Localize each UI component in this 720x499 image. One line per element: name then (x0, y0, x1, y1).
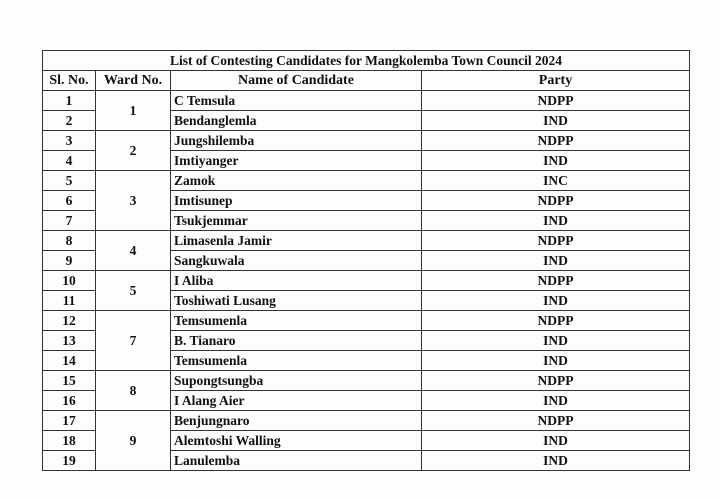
candidate-name-cell: I Alang Aier (171, 391, 422, 411)
table-row (43, 131, 690, 151)
candidate-name-cell: Toshiwati Lusang (171, 291, 422, 311)
serial-number-cell: 1 (43, 91, 96, 111)
candidate-name-cell: Temsumenla (171, 311, 422, 331)
serial-number-cell: 12 (43, 311, 96, 331)
candidate-name-cell: Lanulemba (171, 451, 422, 471)
table-row (43, 411, 690, 431)
ward-number-cell: 3 (96, 171, 171, 231)
table-row (43, 91, 690, 111)
header-name-of-candidate: Name of Candidate (171, 71, 422, 91)
candidate-name-cell: Tsukjemmar (171, 211, 422, 231)
party-cell: NDPP (422, 191, 690, 211)
ward-number-cell: 4 (96, 231, 171, 271)
serial-number-cell: 17 (43, 411, 96, 431)
party-cell: IND (422, 151, 690, 171)
header-party: Party (422, 71, 690, 91)
table-row (43, 311, 690, 331)
serial-number-cell: 6 (43, 191, 96, 211)
party-cell: NDPP (422, 131, 690, 151)
header-row (43, 71, 690, 91)
serial-number-cell: 3 (43, 131, 96, 151)
ward-number-cell: 8 (96, 371, 171, 411)
candidate-name-cell: Benjungnaro (171, 411, 422, 431)
candidate-name-cell: Limasenla Jamir (171, 231, 422, 251)
candidate-name-cell: B. Tianaro (171, 331, 422, 351)
party-cell: IND (422, 291, 690, 311)
candidate-name-cell: Zamok (171, 171, 422, 191)
party-cell: IND (422, 391, 690, 411)
party-cell: IND (422, 111, 690, 131)
table-body (43, 91, 690, 471)
serial-number-cell: 16 (43, 391, 96, 411)
table-row (43, 271, 690, 291)
header-ward-no: Ward No. (96, 71, 171, 91)
party-cell: IND (422, 451, 690, 471)
serial-number-cell: 5 (43, 171, 96, 191)
candidates-table (42, 50, 690, 471)
serial-number-cell: 10 (43, 271, 96, 291)
party-cell: NDPP (422, 271, 690, 291)
candidate-name-cell: I Aliba (171, 271, 422, 291)
serial-number-cell: 2 (43, 111, 96, 131)
serial-number-cell: 19 (43, 451, 96, 471)
serial-number-cell: 18 (43, 431, 96, 451)
party-cell: IND (422, 211, 690, 231)
party-cell: IND (422, 351, 690, 371)
candidate-name-cell: Alemtoshi Walling (171, 431, 422, 451)
candidate-name-cell: Temsumenla (171, 351, 422, 371)
party-cell: INC (422, 171, 690, 191)
ward-number-cell: 7 (96, 311, 171, 371)
table-title: List of Contesting Candidates for Mangkolemba Town Council 2024 (43, 51, 690, 71)
table-row (43, 371, 690, 391)
serial-number-cell: 8 (43, 231, 96, 251)
ward-number-cell: 2 (96, 131, 171, 171)
serial-number-cell: 15 (43, 371, 96, 391)
party-cell: NDPP (422, 311, 690, 331)
title-row (43, 51, 690, 71)
candidate-name-cell: Sangkuwala (171, 251, 422, 271)
candidate-name-cell: Supongtsungba (171, 371, 422, 391)
table-row (43, 171, 690, 191)
ward-number-cell: 5 (96, 271, 171, 311)
party-cell: IND (422, 331, 690, 351)
candidate-name-cell: Imtiyanger (171, 151, 422, 171)
candidate-name-cell: Bendanglemla (171, 111, 422, 131)
serial-number-cell: 4 (43, 151, 96, 171)
candidate-name-cell: C Temsula (171, 91, 422, 111)
candidate-name-cell: Jungshilemba (171, 131, 422, 151)
party-cell: NDPP (422, 371, 690, 391)
serial-number-cell: 11 (43, 291, 96, 311)
serial-number-cell: 14 (43, 351, 96, 371)
ward-number-cell: 9 (96, 411, 171, 471)
serial-number-cell: 7 (43, 211, 96, 231)
ward-number-cell: 1 (96, 91, 171, 131)
party-cell: IND (422, 431, 690, 451)
serial-number-cell: 13 (43, 331, 96, 351)
party-cell: IND (422, 251, 690, 271)
table-row (43, 231, 690, 251)
party-cell: NDPP (422, 411, 690, 431)
serial-number-cell: 9 (43, 251, 96, 271)
party-cell: NDPP (422, 231, 690, 251)
candidate-name-cell: Imtisunep (171, 191, 422, 211)
header-sl-no: Sl. No. (43, 71, 96, 91)
party-cell: NDPP (422, 91, 690, 111)
